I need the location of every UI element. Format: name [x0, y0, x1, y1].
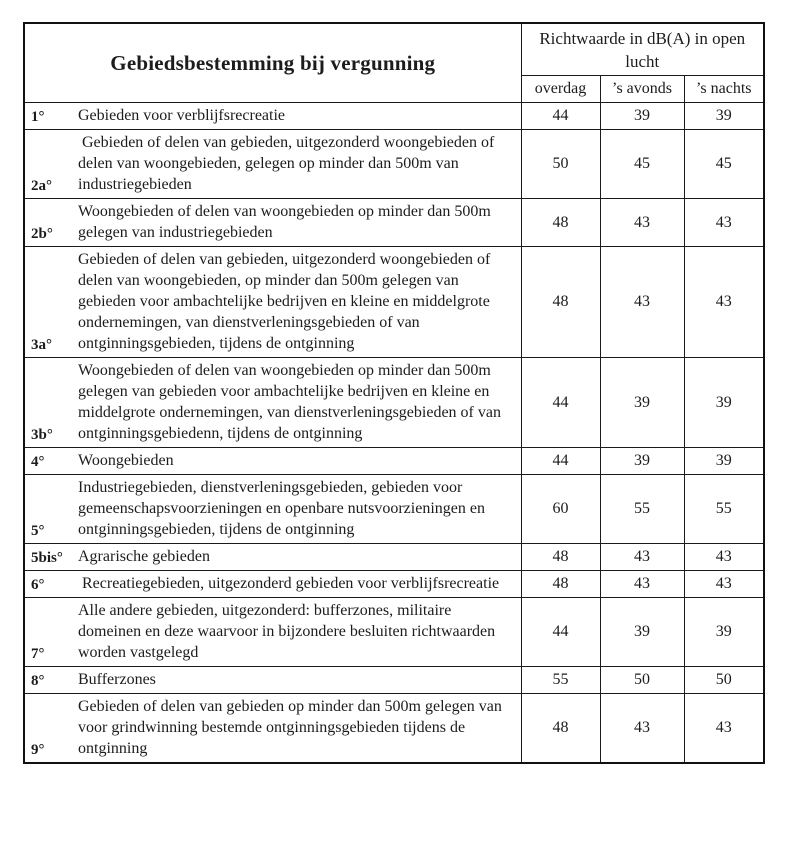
value-overdag: 44 [521, 448, 600, 475]
row-description: Woongebieden [76, 448, 521, 475]
row-label: 5° [24, 475, 76, 544]
table-row [24, 199, 764, 247]
value-nachts: 45 [684, 130, 764, 199]
value-overdag: 60 [521, 475, 600, 544]
table-row [24, 358, 764, 448]
value-nachts: 43 [684, 199, 764, 247]
value-overdag: 50 [521, 130, 600, 199]
table-row [24, 130, 764, 199]
row-description: Gebieden of delen van gebieden op minder dan 500m gelegen van voor grindwinning bestemde ontginningsgebieden tijdens de ontginning [76, 694, 521, 764]
value-overdag: 48 [521, 544, 600, 571]
table-row [24, 667, 764, 694]
table-row [24, 544, 764, 571]
table-row [24, 598, 764, 667]
col-header-overdag: overdag [521, 76, 600, 103]
value-avonds: 55 [600, 475, 684, 544]
value-nachts: 43 [684, 571, 764, 598]
value-nachts: 39 [684, 598, 764, 667]
row-label: 4° [24, 448, 76, 475]
value-avonds: 43 [600, 199, 684, 247]
row-description: Gebieden of delen van gebieden, uitgezonderd woongebieden of delen van woongebieden, op minder dan 500m gelegen van gebieden voor ambachtelijke bedrijven en kleine en middelgrote ondernemingen, van dienstverleningsgebieden of van ontginningsgebieden, tijdens de ontginning [76, 247, 521, 358]
value-nachts: 39 [684, 103, 764, 130]
col-header-nachts: ’s nachts [684, 76, 764, 103]
value-overdag: 44 [521, 103, 600, 130]
table-row [24, 694, 764, 764]
value-overdag: 44 [521, 598, 600, 667]
row-label: 6° [24, 571, 76, 598]
row-description: Alle andere gebieden, uitgezonderd: bufferzones, militaire domeinen en deze waarvoor in bijzondere besluiten richtwaarden worden vastgelegd [76, 598, 521, 667]
value-nachts: 43 [684, 247, 764, 358]
col-header-avonds: ’s avonds [600, 76, 684, 103]
table-row [24, 247, 764, 358]
value-nachts: 43 [684, 694, 764, 764]
row-description: Industriegebieden, dienstverleningsgebieden, gebieden voor gemeenschapsvoorzieningen en openbare nutsvoorzieningen en ontginningsgebieden, tijdens de ontginning [76, 475, 521, 544]
value-group-header: Richtwaarde in dB(A) in open lucht [521, 23, 764, 76]
value-nachts: 55 [684, 475, 764, 544]
row-description: Woongebieden of delen van woongebieden op minder dan 500m gelegen van gebieden voor ambachtelijke bedrijven en kleine en middelgrote ondernemingen, van dienstverleningsgebieden of van ontginningsgebiedenn, tijdens de ontginning [76, 358, 521, 448]
value-avonds: 50 [600, 667, 684, 694]
value-overdag: 48 [521, 199, 600, 247]
value-avonds: 39 [600, 598, 684, 667]
value-avonds: 39 [600, 103, 684, 130]
value-avonds: 39 [600, 358, 684, 448]
value-avonds: 39 [600, 448, 684, 475]
value-avonds: 45 [600, 130, 684, 199]
value-avonds: 43 [600, 694, 684, 764]
row-label: 8° [24, 667, 76, 694]
table-row [24, 103, 764, 130]
value-avonds: 43 [600, 544, 684, 571]
row-description: Gebieden voor verblijfsrecreatie [76, 103, 521, 130]
table-row [24, 571, 764, 598]
row-label: 2b° [24, 199, 76, 247]
value-nachts: 39 [684, 358, 764, 448]
value-overdag: 48 [521, 571, 600, 598]
row-label: 1° [24, 103, 76, 130]
row-label: 3b° [24, 358, 76, 448]
value-overdag: 48 [521, 694, 600, 764]
table-row [24, 448, 764, 475]
row-description: Woongebieden of delen van woongebieden op minder dan 500m gelegen van industriegebieden [76, 199, 521, 247]
row-description: Gebieden of delen van gebieden, uitgezonderd woongebieden of delen van woongebieden, gelegen op minder dan 500m van industriegebieden [76, 130, 521, 199]
row-label: 9° [24, 694, 76, 764]
row-description: Agrarische gebieden [76, 544, 521, 571]
table-body [24, 103, 764, 764]
row-description: Bufferzones [76, 667, 521, 694]
value-overdag: 55 [521, 667, 600, 694]
row-label: 5bis° [24, 544, 76, 571]
value-avonds: 43 [600, 247, 684, 358]
row-label: 2a° [24, 130, 76, 199]
richtwaarde-table [23, 22, 765, 764]
table-title: Gebiedsbestemming bij vergunning [24, 23, 521, 103]
value-overdag: 44 [521, 358, 600, 448]
table-header [24, 23, 764, 103]
row-label: 7° [24, 598, 76, 667]
value-nachts: 39 [684, 448, 764, 475]
row-label: 3a° [24, 247, 76, 358]
value-avonds: 43 [600, 571, 684, 598]
row-description: Recreatiegebieden, uitgezonderd gebieden voor verblijfsrecreatie [76, 571, 521, 598]
value-nachts: 50 [684, 667, 764, 694]
table-row [24, 475, 764, 544]
value-nachts: 43 [684, 544, 764, 571]
value-overdag: 48 [521, 247, 600, 358]
